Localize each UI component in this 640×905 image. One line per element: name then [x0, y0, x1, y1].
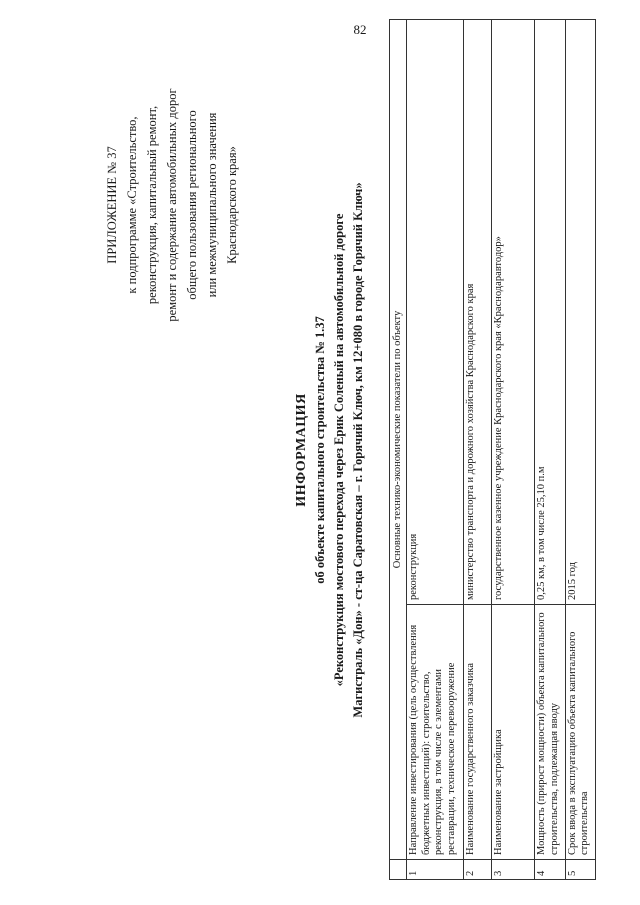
row-value: 0,25 км, в том числе 25,10 п.м [535, 19, 565, 604]
appendix-line: ПРИЛОЖЕНИЕ № 37 [105, 146, 119, 264]
row-label: Наименование государственного заказчика [464, 605, 492, 860]
row-number: 2 [464, 860, 492, 880]
indicators-table [389, 19, 596, 880]
row-label: Направление инвестирования (цель осуществления бюджетных инвестиций): строительство, реконструкция, в том числе с элементами реставрации, техническое перевооружение [407, 605, 464, 860]
row-number: 4 [535, 860, 565, 880]
row-number: 5 [565, 860, 595, 880]
row-label: Срок ввода в эксплуатацию объекта капитального строительства [565, 605, 595, 860]
page-number: 82 [353, 22, 367, 37]
appendix-line: реконструкция, капитальный ремонт, [145, 105, 159, 305]
document-heading [292, 20, 368, 880]
appendix-note [102, 50, 242, 360]
row-label: Мощность (прирост мощности) объекта капитального строительства, подлежащая вводу [535, 605, 565, 860]
row-value: 2015 год [565, 19, 595, 604]
heading-title: ИНФОРМАЦИЯ [294, 393, 309, 507]
appendix-line: ремонт и содержание автомобильных дорог [165, 88, 179, 322]
table-row [535, 19, 565, 879]
row-value: министерство транспорта и дорожного хозяйства Краснодарского края [464, 19, 492, 604]
heading-line: «Реконструкция мостового перехода через Ерик Соленый на автомобильной дороге [332, 213, 346, 687]
table-header-row [390, 19, 407, 879]
row-number: 3 [492, 860, 535, 880]
row-label: Наименование застройщика [492, 605, 535, 860]
row-number: 1 [407, 860, 464, 880]
table-cell-empty [390, 860, 407, 880]
table-row [464, 19, 492, 879]
appendix-line: общего пользования регионального [185, 110, 199, 300]
appendix-line: Краснодарского края» [225, 146, 239, 264]
table-row [492, 19, 535, 879]
heading-line: об объекте капитального строительства № 1.37 [313, 316, 327, 584]
row-value: государственное казенное учреждение Краснодарского края «Краснодаравтодор» [492, 19, 535, 604]
table-row [565, 19, 595, 879]
heading-line: Магистраль «Дон» - ст-ца Саратовская – г. Горячий Ключ, км 12+080 в городе Горячий Ключ» [351, 182, 365, 718]
appendix-line: к подпрограмме «Строительство, [125, 116, 139, 294]
row-value: реконструкция [407, 19, 464, 604]
rotated-content [80, 20, 620, 880]
table-row [407, 19, 464, 879]
table-header: Основные технико-экономические показатели по объекту [390, 19, 407, 859]
appendix-line: или межмуниципального значения [205, 112, 219, 298]
